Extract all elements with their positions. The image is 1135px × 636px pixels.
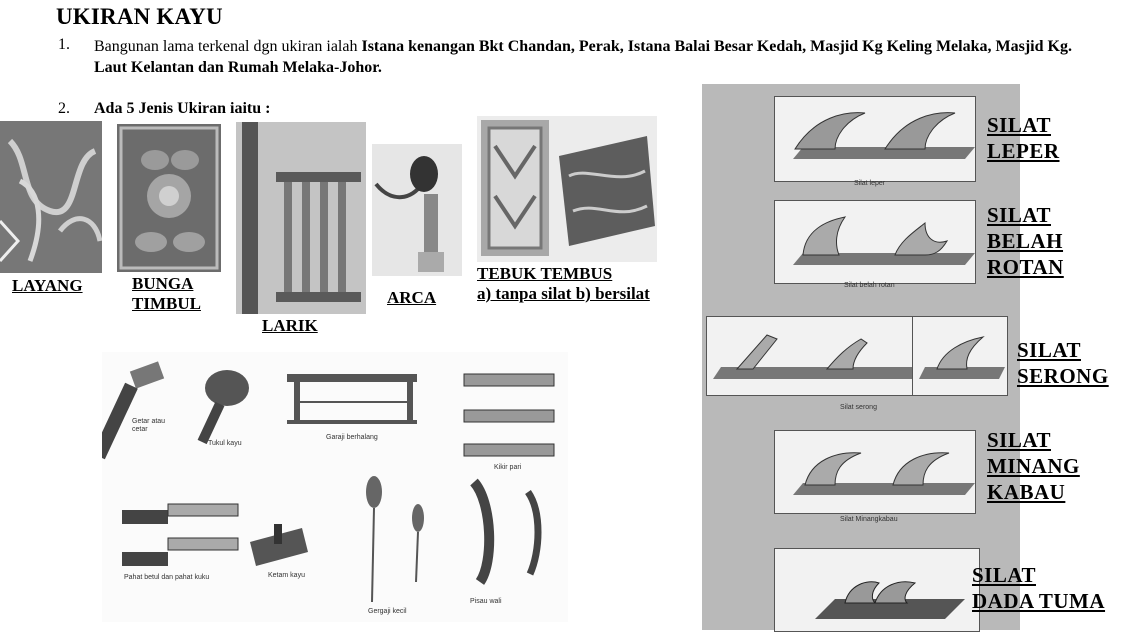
silat-panel: [702, 84, 1020, 630]
bunga-timbul-photo: [117, 124, 221, 272]
bunga-timbul-carving-image: [117, 124, 221, 272]
label-silat-minang: [987, 427, 1080, 505]
caption-arca: ARCA: [387, 288, 437, 307]
silat-minang-caption: Silat Minangkabau: [840, 516, 898, 523]
silat-serong-figure-2: [912, 316, 1008, 396]
silat-belah-caption: Silat belah rotan: [844, 282, 895, 289]
page-title: UKIRAN KAYU: [56, 4, 223, 29]
label-silat-minang-2: MINANG: [987, 454, 1080, 478]
silat-serong-caption: Silat serong: [840, 404, 877, 411]
label-pahat: Pahat betul dan pahat kuku: [124, 574, 210, 581]
item1-bold: Istana kenangan Bkt Chandan, Perak, Istana Balai Besar Kedah, Masjid Kg Keling Melaka, Masjid Kg. Laut Kelantan dan Rumah Melaka-Johor.: [94, 38, 1072, 76]
item2-number: 2.: [58, 100, 70, 117]
tebuk-tembus-carving-image: [477, 116, 657, 262]
label-silat-minang-3: KABAU: [987, 480, 1066, 504]
label-silat-minang-1: SILAT: [987, 428, 1051, 452]
tools-illustration: [102, 352, 568, 622]
gergaji-berhalang-icon: [287, 374, 417, 424]
ketam-kayu-icon: [250, 524, 308, 566]
label-silat-leper-1: SILAT: [987, 113, 1051, 137]
label-silat-dada: [972, 562, 1105, 614]
arca-carving-image: [372, 144, 462, 276]
silat-minang-drawing: [775, 431, 975, 513]
item1-text: [94, 36, 1094, 78]
getar-tool-icon: [102, 361, 164, 459]
silat-dada-drawing: [775, 549, 979, 631]
label-silat-belah: [987, 202, 1064, 280]
label-silat-serong-2: SERONG: [1017, 364, 1109, 388]
layang-photo: [0, 121, 102, 273]
label-silat-dada-1: SILAT: [972, 563, 1036, 587]
tebuk-tembus-photo: [477, 116, 657, 262]
item1-number: 1.: [58, 36, 70, 53]
pahat-icon: [122, 504, 238, 566]
larik-carving-image: [236, 122, 366, 314]
silat-serong-figure: [706, 316, 938, 396]
label-silat-belah-2: BELAH: [987, 229, 1064, 253]
silat-serong-drawing-2: [913, 317, 1007, 395]
silat-leper-drawing: [775, 97, 975, 181]
caption-bunga: [132, 274, 201, 314]
caption-tebuk: [477, 264, 650, 304]
layang-carving-image: [0, 121, 102, 273]
tools-drawing: [102, 352, 568, 622]
silat-belah-drawing: [775, 201, 975, 283]
label-gergaji-berhalang: Garaji berhalang: [326, 434, 378, 441]
silat-serong-drawing: [707, 317, 937, 395]
label-tukul: Tukul kayu: [208, 440, 242, 447]
item2-text: Ada 5 Jenis Ukiran iaitu :: [94, 100, 271, 117]
label-silat-serong: [1017, 337, 1109, 389]
label-silat-leper-2: LEPER: [987, 139, 1060, 163]
label-silat-belah-1: SILAT: [987, 203, 1051, 227]
caption-tebuk-line2: a) tanpa silat b) bersilat: [477, 284, 650, 303]
silat-belah-figure: [774, 200, 976, 284]
caption-bunga-line1: BUNGA: [132, 274, 194, 293]
caption-larik: LARIK: [262, 316, 318, 335]
larik-photo: [236, 122, 366, 314]
silat-leper-figure: [774, 96, 976, 182]
label-silat-leper: [987, 112, 1060, 164]
caption-tebuk-line1: TEBUK TEMBUS: [477, 264, 613, 283]
pisau-wali-icon: [474, 482, 538, 582]
caption-layang: LAYANG: [12, 276, 83, 295]
label-pisau: Pisau wali: [470, 598, 502, 605]
silat-minang-figure: [774, 430, 976, 514]
arca-photo: [372, 144, 462, 276]
silat-leper-caption: Silat leper: [854, 180, 886, 187]
label-gergaji-kecil: Gergaji kecil: [368, 608, 407, 615]
kikir-pari-icon: [464, 374, 554, 456]
label-silat-dada-2: DADA TUMA: [972, 589, 1106, 613]
caption-bunga-line2: TIMBUL: [132, 294, 201, 313]
label-kikir: Kikir pari: [494, 464, 522, 471]
tukul-kayu-icon: [198, 370, 249, 444]
silat-dada-figure: [774, 548, 980, 632]
gergaji-kecil-icon: [366, 476, 424, 602]
item1-lead: Bangunan lama terkenal dgn ukiran ialah: [94, 38, 362, 55]
label-getar: Getar atau cetar: [132, 418, 166, 433]
label-ketam: Ketam kayu: [268, 572, 305, 579]
label-silat-belah-3: ROTAN: [987, 255, 1064, 279]
label-silat-serong-1: SILAT: [1017, 338, 1081, 362]
